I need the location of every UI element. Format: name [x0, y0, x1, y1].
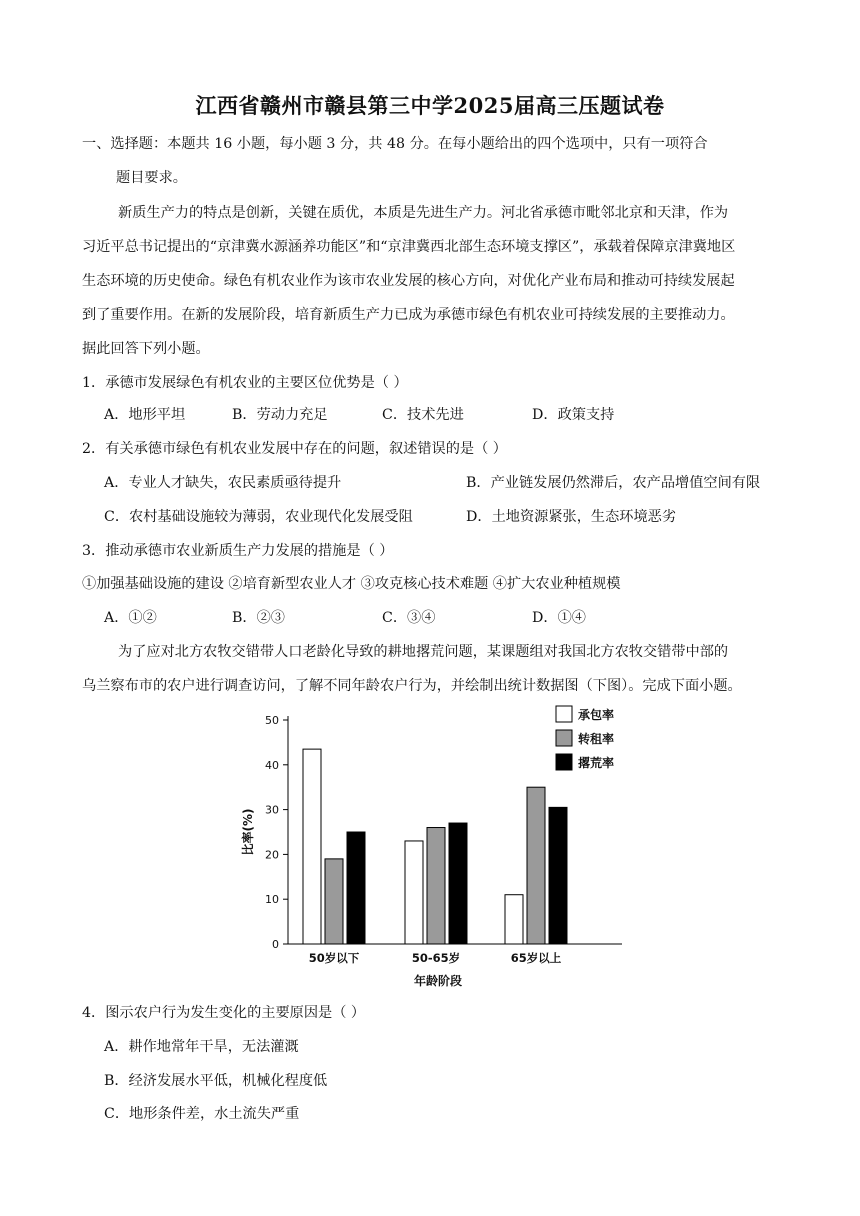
bar-chart-svg — [230, 700, 650, 1000]
question-3-option-c[interactable]: C．③④ — [382, 610, 436, 626]
question-4-option-a[interactable]: A．耕作地常年干旱，无法灌溉 — [104, 1039, 299, 1055]
y-tick-label: 40 — [265, 758, 279, 772]
bar-chart — [230, 700, 650, 1000]
question-2-option-b[interactable]: B．产业链发展仍然滞后，农产品增值空间有限 — [466, 475, 761, 491]
y-tick-label: 20 — [265, 848, 279, 862]
question-1-stem: 1．承德市发展绿色有机农业的主要区位优势是（ ） — [82, 375, 408, 391]
bar-1-3 — [505, 895, 523, 944]
passage1-line-3: 生态环境的历史使命。绿色有机农业作为该市农业发展的核心方向，对优化产业布局和推动可持续发展起 — [82, 273, 735, 289]
bar-1-1 — [303, 749, 321, 944]
y-tick-label: 50 — [265, 714, 279, 727]
y-tick-label: 10 — [265, 893, 279, 907]
question-2-stem: 2．有关承德市绿色有机农业发展中存在的问题，叙述错误的是（ ） — [82, 441, 507, 457]
question-1-option-c[interactable]: C．技术先进 — [382, 407, 464, 423]
question-2-option-c[interactable]: C．农村基础设施较为薄弱，农业现代化发展受阻 — [104, 509, 413, 525]
bar-2-1 — [325, 859, 343, 944]
question-1-option-b[interactable]: B．劳动力充足 — [232, 407, 328, 423]
x-axis-label: 年龄阶段 — [413, 974, 463, 988]
page-title: 江西省赣州市赣县第三中学2025届高三压题试卷 — [195, 93, 665, 118]
question-3-option-a[interactable]: A．①② — [104, 610, 157, 626]
passage1-line-2: 习近平总书记提出的“京津冀水源涵养功能区”和“京津冀西北部生态环境支撑区”，承载着保障京津冀地区 — [82, 239, 736, 255]
y-axis-label: 比率(%) — [241, 808, 255, 856]
legend-swatch — [556, 706, 572, 722]
passage1-line-5: 据此回答下列小题。 — [82, 341, 210, 357]
bar-3-2 — [449, 823, 467, 944]
section-heading-line-1: 一、选择题：本题共 16 小题，每小题 3 分，共 48 分。在每小题给出的四个选项中，只有一项符合 — [82, 136, 708, 152]
question-1-option-d[interactable]: D．政策支持 — [532, 407, 615, 423]
question-1-option-a[interactable]: A．地形平坦 — [104, 407, 186, 423]
question-3-option-d[interactable]: D．①④ — [532, 610, 586, 626]
passage1-line-4: 到了重要作用。在新的发展阶段，培育新质生产力已成为承德市绿色有机农业可持续发展的主要推动力。 — [82, 307, 735, 323]
x-tick-label: 50-65岁 — [411, 951, 461, 965]
legend-swatch — [556, 730, 572, 746]
y-tick-label: 0 — [272, 938, 279, 951]
question-3-option-b[interactable]: B．②③ — [232, 610, 285, 626]
legend-label: 转租率 — [578, 732, 615, 746]
question-4-option-b[interactable]: B．经济发展水平低，机械化程度低 — [104, 1073, 328, 1089]
legend-label: 承包率 — [578, 708, 615, 722]
question-2-option-a[interactable]: A．专业人才缺失，农民素质亟待提升 — [104, 475, 342, 491]
passage2-line-1: 为了应对北方农牧交错带人口老龄化导致的耕地撂荒问题，某课题组对我国北方农牧交错带中部的 — [118, 644, 729, 660]
bar-3-3 — [549, 807, 567, 944]
x-tick-label: 65岁以上 — [510, 951, 562, 965]
passage1-line-1: 新质生产力的特点是创新，关键在质优，本质是先进生产力。河北省承德市毗邻北京和天津，作为 — [118, 205, 729, 221]
question-3-items: ①加强基础设施的建设 ②培育新型农业人才 ③攻克核心技术难题 ④扩大农业种植规模 — [82, 576, 621, 592]
section-heading-line-2: 题目要求。 — [116, 170, 187, 186]
legend-swatch — [556, 754, 572, 770]
question-4-stem: 4．图示农户行为发生变化的主要原因是（ ） — [82, 1005, 366, 1021]
bar-3-1 — [347, 832, 365, 944]
passage2-line-2: 乌兰察布市的农户进行调查访问，了解不同年龄农户行为，并绘制出统计数据图（下图）。完成下面小题。 — [82, 678, 742, 694]
bar-2-2 — [427, 828, 445, 944]
question-4-option-c[interactable]: C．地形条件差，水土流失严重 — [104, 1106, 300, 1122]
bar-1-2 — [405, 841, 423, 944]
question-3-stem: 3．推动承德市农业新质生产力发展的措施是（ ） — [82, 543, 394, 559]
x-tick-label: 50岁以下 — [308, 951, 360, 965]
y-tick-label: 30 — [265, 803, 279, 817]
question-2-option-d[interactable]: D．土地资源紧张，生态环境恶劣 — [466, 509, 677, 525]
bar-2-3 — [527, 787, 545, 944]
legend-label: 撂荒率 — [578, 756, 615, 770]
